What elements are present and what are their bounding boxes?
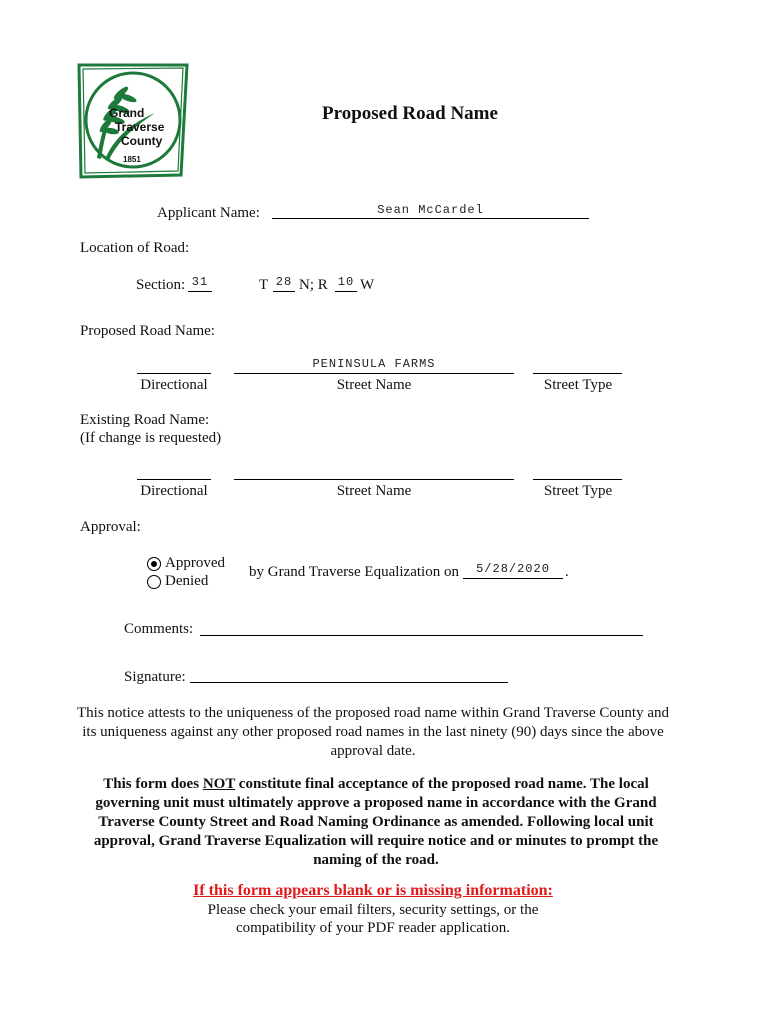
approval-label: Approval: bbox=[80, 519, 141, 535]
approval-date-field[interactable]: 5/28/2020 bbox=[476, 562, 550, 576]
logo-year: 1851 bbox=[123, 155, 141, 164]
county-logo bbox=[77, 63, 189, 179]
existing-street-name-caption: Street Name bbox=[336, 483, 412, 499]
existing-directional-underline bbox=[137, 479, 211, 480]
applicant-name-underline bbox=[272, 218, 589, 219]
location-label: Location of Road: bbox=[80, 240, 190, 256]
proposed-street-name-caption: Street Name bbox=[336, 377, 412, 393]
approved-label: Approved bbox=[165, 555, 225, 571]
comments-underline bbox=[200, 635, 643, 636]
applicant-name-field[interactable]: Sean McCardel bbox=[377, 203, 484, 217]
proposed-street-type-caption: Street Type bbox=[543, 377, 613, 393]
existing-street-name-underline bbox=[234, 479, 514, 480]
proposed-street-type-underline bbox=[533, 373, 622, 374]
disclaimer-paragraph bbox=[78, 775, 674, 870]
section-field[interactable]: 31 bbox=[191, 275, 209, 289]
range-field[interactable]: 10 bbox=[337, 275, 355, 289]
section-label: Section: bbox=[136, 277, 186, 293]
approved-radio-dot bbox=[151, 561, 157, 567]
proposed-directional-caption: Directional bbox=[140, 377, 208, 393]
signature-label: Signature: bbox=[124, 669, 186, 685]
disclaimer-text-before: This form does bbox=[103, 776, 203, 792]
range-underline bbox=[335, 291, 357, 292]
disclaimer-text-after: constitute final acceptance of the proposed road name. The local governing unit must ultimately approve a proposed name in accordance with the Grand Traverse County Street and Road Naming Ordinance as amended. Following local unit approval, Grand Traverse Equalization will require notice and or minutes to prompt the naming of the road. bbox=[93, 776, 659, 868]
uniqueness-notice: This notice attests to the uniqueness of the proposed road name within Grand Traverse County and its uniqueness against any other proposed road names in the last ninety (90) days since the above approval date. bbox=[77, 705, 669, 759]
proposed-street-name-field[interactable]: PENINSULA FARMS bbox=[312, 357, 436, 371]
township-underline bbox=[273, 291, 295, 292]
township-label: T bbox=[259, 277, 269, 293]
denied-radio[interactable] bbox=[147, 575, 161, 589]
warning-line-2: compatibility of your PDF reader application. bbox=[235, 920, 511, 936]
township-field[interactable]: 28 bbox=[275, 275, 293, 289]
approved-radio[interactable] bbox=[147, 557, 161, 571]
range-direction-label: W bbox=[360, 277, 375, 293]
existing-street-type-underline bbox=[533, 479, 622, 480]
applicant-name-label: Applicant Name: bbox=[157, 205, 260, 221]
proposed-street-name-underline bbox=[234, 373, 514, 374]
approval-trailing-period: . bbox=[565, 564, 569, 580]
warning-heading: If this form appears blank or is missing information: bbox=[193, 882, 553, 899]
logo-text-grand: Grand bbox=[109, 106, 145, 120]
existing-road-name-label: Existing Road Name: bbox=[80, 412, 210, 428]
signature-underline bbox=[190, 682, 508, 683]
warning-line-1: Please check your email filters, security settings, or the bbox=[207, 902, 539, 918]
denied-label: Denied bbox=[165, 573, 209, 589]
existing-street-type-caption: Street Type bbox=[543, 483, 613, 499]
section-underline bbox=[188, 291, 212, 292]
proposed-directional-underline bbox=[137, 373, 211, 374]
comments-label: Comments: bbox=[124, 621, 194, 637]
disclaimer-emphasis: NOT bbox=[202, 776, 236, 792]
existing-directional-caption: Directional bbox=[140, 483, 208, 499]
proposed-road-name-label: Proposed Road Name: bbox=[80, 323, 215, 339]
approval-date-underline bbox=[463, 578, 563, 579]
existing-road-name-note: (If change is requested) bbox=[80, 430, 222, 446]
logo-text-traverse: Traverse bbox=[115, 120, 165, 134]
page-title: Proposed Road Name bbox=[322, 103, 498, 124]
approval-by-text: by Grand Traverse Equalization on bbox=[249, 564, 459, 580]
range-label: N; R bbox=[299, 277, 328, 293]
logo-text-county: County bbox=[121, 134, 163, 148]
